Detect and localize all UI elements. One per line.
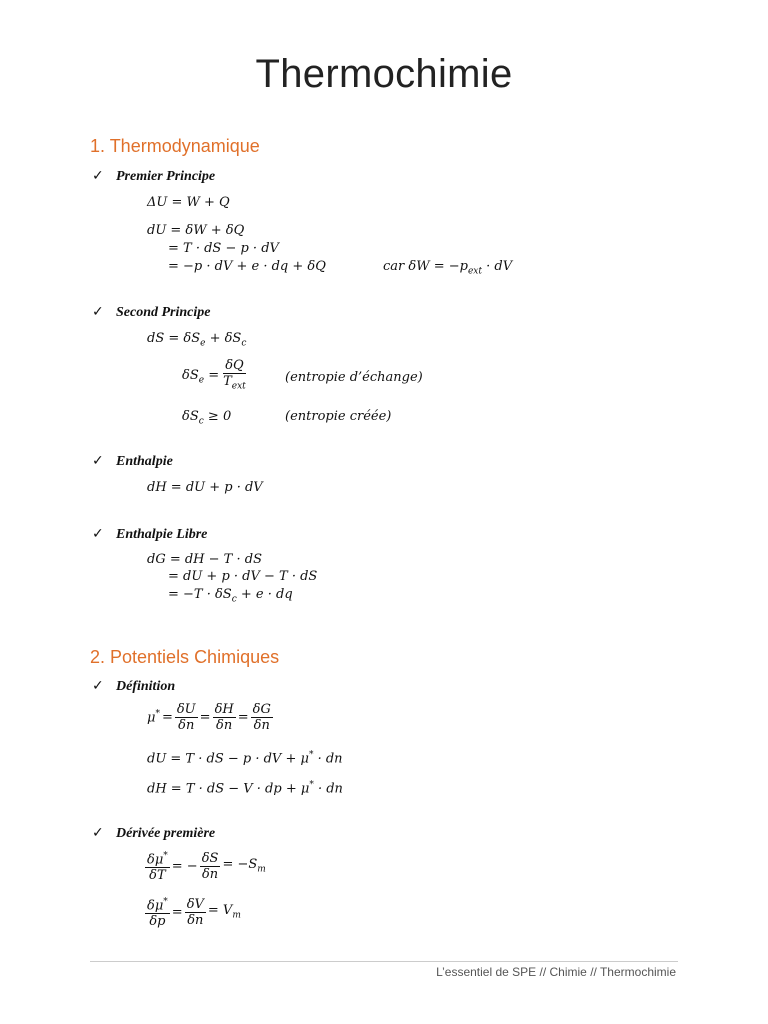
- subheading-premier-principe: Premier Principe: [116, 169, 216, 184]
- fraction-ds-dn: $\frac{\delta S}{\delta n}$: [201, 850, 219, 882]
- checkmark-icon: ✓: [92, 453, 104, 469]
- footer-divider: [90, 961, 678, 962]
- equation-dh-chemical: dH = T · dS − V · dp + μ* · dn: [147, 780, 343, 797]
- equation-du-line3: = −p · dV + e · dq + δQ: [168, 259, 326, 274]
- equation-du: dU = δW + δQ: [147, 223, 245, 238]
- equation-du-line2: = T · dS − p · dV: [168, 241, 279, 256]
- fraction-dmu-dp: $\frac{\delta\mu^*}{\delta p}$: [147, 897, 168, 930]
- equation-dg-line2: = dU + p · dV − T · dS: [168, 569, 318, 584]
- checkmark-icon: ✓: [92, 526, 104, 542]
- checkmark-icon: ✓: [92, 825, 104, 841]
- equation-dh: dH = dU + p · dV: [147, 480, 263, 495]
- note-entropie-echange: (entropie d’échange): [285, 370, 423, 385]
- subheading-derivee-premiere: Dérivée première: [116, 826, 216, 841]
- note-entropie-creee: (entropie créée): [285, 409, 392, 424]
- page-title: Thermochimie: [255, 52, 513, 96]
- subheading-enthalpie-libre: Enthalpie Libre: [116, 527, 208, 542]
- subheading-enthalpie: Enthalpie: [116, 454, 173, 469]
- equation-dg-line3: = $-T \cdot \delta S_c + e$ · dq: [168, 587, 293, 605]
- fraction-dh-dn: $\frac{\delta H}{\delta n}$: [214, 702, 234, 733]
- equation-dg: dG = dH − T · dS: [147, 552, 262, 567]
- equation-dmu-dt: $\frac{\delta\mu^*}{\delta T}$ = − $\frac{\delta S}{\delta n}$ = $-S_m$: [147, 850, 266, 884]
- equation-du-note: car $\delta W = -p_{ext}$ · dV: [383, 259, 513, 277]
- equation-ds: dS = $\delta S_e + \delta S_c$: [147, 331, 247, 349]
- equation-dsc: $\delta S_c \ge 0$: [182, 409, 232, 427]
- section-heading-potentiels-chimiques: 2. Potentiels Chimiques: [90, 647, 280, 667]
- equation-mu-definition: μ* = $\frac{\delta U}{\delta n}$ = $\frac{\delta H}{\delta n}$ = $\frac{\delta G}{\delta n}$: [147, 702, 271, 733]
- equation-delta-u: ΔU = W + Q: [147, 195, 230, 210]
- checkmark-icon: ✓: [92, 168, 104, 184]
- fraction-dmu-dt: $\frac{\delta\mu^*}{\delta T}$: [147, 851, 168, 884]
- page-footer: L’essentiel de SPE // Chimie // Thermochimie: [436, 965, 676, 979]
- fraction-dg-dn: $\frac{\delta G}{\delta n}$: [252, 702, 271, 733]
- equation-dmu-dp: $\frac{\delta\mu^*}{\delta p}$ = $\frac{\delta V}{\delta n}$ = $V_m$: [147, 896, 241, 930]
- equation-du-chemical: dU = T · dS − p · dV + μ* · dn: [147, 750, 343, 767]
- subheading-definition: Définition: [116, 679, 176, 694]
- fraction-dv-dn: $\frac{\delta V}{\delta n}$: [186, 896, 204, 928]
- fraction-du-dn: $\frac{\delta U}{\delta n}$: [176, 702, 196, 733]
- fraction-dq-text: $\frac{\delta Q}{T_{ext}}$: [223, 358, 246, 392]
- equation-dse: $\delta S_e$ = $\frac{\delta Q}{T_{ext}}$: [182, 358, 248, 395]
- checkmark-icon: ✓: [92, 304, 104, 320]
- section-heading-thermodynamique: 1. Thermodynamique: [90, 136, 260, 156]
- checkmark-icon: ✓: [92, 678, 104, 694]
- subheading-second-principe: Second Principe: [116, 305, 211, 320]
